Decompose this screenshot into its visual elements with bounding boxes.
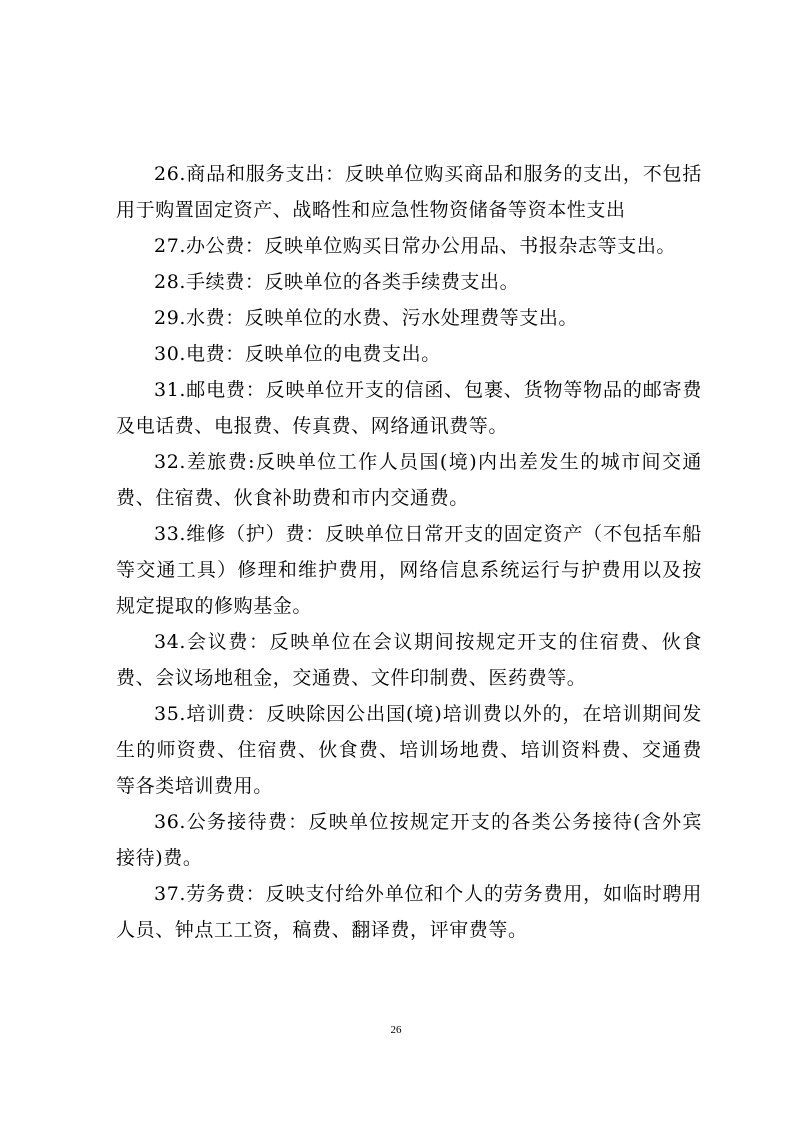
- paragraph-item-37: 37.劳务费：反映支付给外单位和个人的劳务费用，如临时聘用人员、钟点工工资，稿费、翻译费，评审费等。: [116, 883, 702, 941]
- paragraph-item-35: 35.培训费：反映除因公出国(境)培训费以外的，在培训期间发生的师资费、住宿费、伙食费、培训场地费、培训资料费、交通费等各类培训费用。: [116, 703, 702, 797]
- paragraph-item-34: 34.会议费：反映单位在会议期间按规定开支的住宿费、伙食费、会议场地租金，交通费、文件印制费、医药费等。: [116, 631, 702, 689]
- paragraph-item-31: 31.邮电费：反映单位开支的信函、包裹、货物等物品的邮寄费及电话费、电报费、传真费、网络通讯费等。: [116, 379, 702, 437]
- paragraph-item-36: 36.公务接待费：反映单位按规定开支的各类公务接待(含外宾接待)费。: [116, 811, 702, 869]
- paragraph-item-27: 27.办公费：反映单位购买日常办公用品、书报杂志等支出。: [154, 235, 677, 257]
- paragraph-item-29: 29.水费：反映单位的水费、污水处理费等支出。: [154, 307, 579, 329]
- paragraph-item-26: 26.商品和服务支出：反映单位购买商品和服务的支出，不包括用于购置固定资产、战略性和应急性物资储备等资本性支出: [116, 163, 702, 221]
- paragraph-item-32: 32.差旅费:反映单位工作人员国(境)内出差发生的城市间交通费、住宿费、伙食补助费和市内交通费。: [116, 451, 702, 509]
- paragraph-item-30: 30.电费：反映单位的电费支出。: [154, 343, 441, 365]
- paragraph-item-33: 33.维修（护）费：反映单位日常开支的固定资产（不包括车船等交通工具）修理和维护费用，网络信息系统运行与护费用以及按规定提取的修购基金。: [116, 523, 702, 617]
- page-number: 26: [390, 1024, 402, 1036]
- document-body: [116, 156, 702, 948]
- paragraph-item-28: 28.手续费：反映单位的各类手续费支出。: [154, 271, 520, 293]
